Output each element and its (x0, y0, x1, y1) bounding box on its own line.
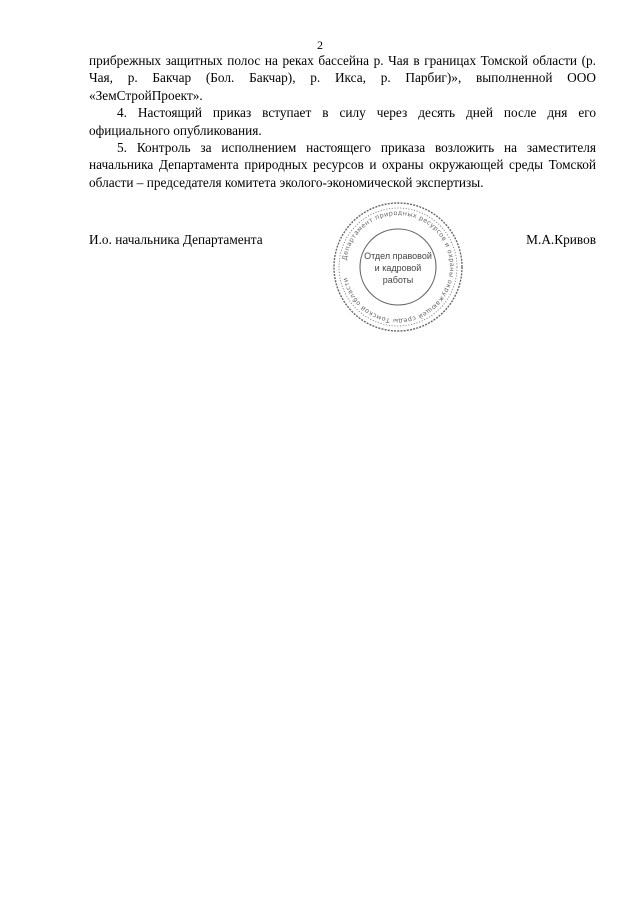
paragraph-continuation: прибрежных защитных полос на реках бассейна р. Чая в границах Томской области (р. Чая, р. Бакчар (Бол. Бакчар), р. Икса, р. Парбиг)», выполненной ООО «ЗемСтройПроект». (89, 53, 596, 103)
stamp-ring-text: Департамент природных ресурсов и охраны окружающей среды Томской области (340, 208, 457, 326)
signatory-name: М.А.Кривов (526, 232, 596, 247)
page-number: 2 (317, 38, 323, 52)
paragraph-item-4: 4. Настоящий приказ вступает в силу через десять дней после дня его официального опубликования. (89, 105, 596, 138)
stamp-center-line-2: и кадровой (374, 263, 422, 273)
document-body (89, 52, 596, 191)
stamp-center-line-3: работы (382, 275, 414, 285)
paragraph-item-5: 5. Контроль за исполнением настоящего приказа возложить на заместителя начальника Департамента природных ресурсов и охраны окружающей среды Томской области – председателя комитета эколого-экономической экспертизы. (89, 140, 596, 190)
signatory-title: И.о. начальника Департамента (89, 232, 263, 247)
stamp-center-line-1: Отдел правовой (364, 251, 432, 261)
official-stamp (330, 199, 466, 335)
